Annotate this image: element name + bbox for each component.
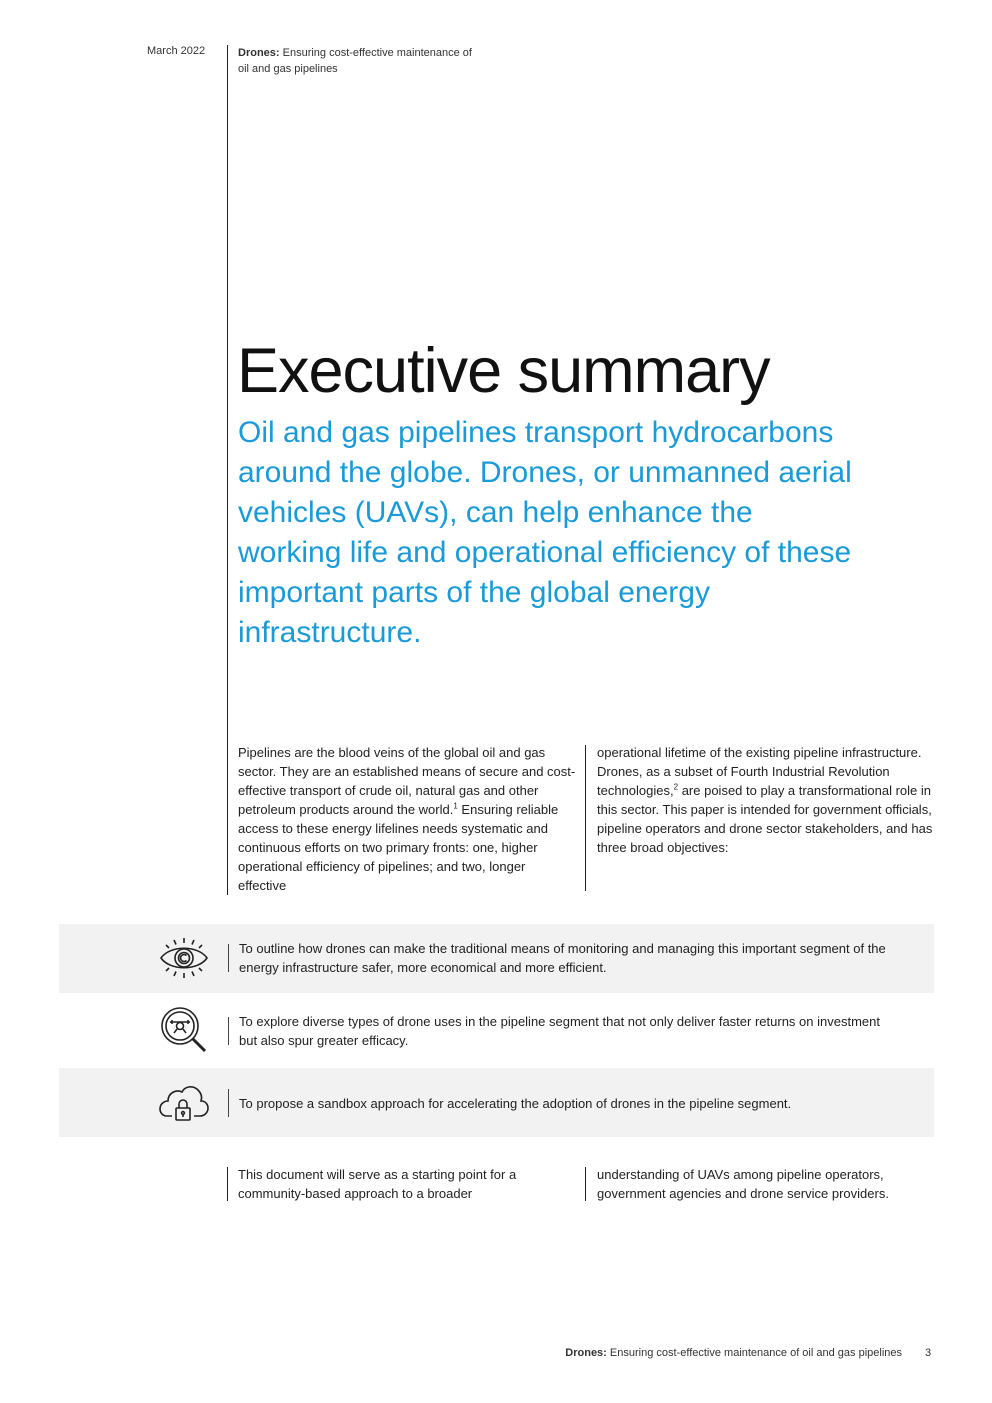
- objective-2-text: To explore diverse types of drone uses in the pipeline segment that not only deliver faster returns on investment but also spur greater efficacy.: [239, 1014, 880, 1048]
- footer-title-rest: Ensuring cost-effective maintenance of oil and gas pipelines: [609, 1347, 902, 1359]
- column-divider: [585, 745, 586, 891]
- objective-3-rule: [228, 1089, 229, 1117]
- left-divider: [227, 45, 228, 895]
- cloud-lock-icon: [158, 1078, 210, 1130]
- intro-column-1: [238, 743, 576, 895]
- objective-3-text: To propose a sandbox approach for accelerating the adoption of drones in the pipeline segment.: [239, 1096, 792, 1111]
- header-title-rest: Ensuring cost-effective maintenance of oil and gas pipelines: [238, 47, 472, 75]
- footnote-ref-1: 1: [453, 801, 458, 811]
- magnifier-drone-icon: [158, 1004, 210, 1056]
- closing-left-divider: [227, 1167, 228, 1201]
- closing-column-1: This document will serve as a starting point for a community-based approach to a broader: [238, 1167, 517, 1201]
- footnote-ref-2: 2: [673, 782, 679, 792]
- lead-paragraph: Oil and gas pipelines transport hydrocarbons around the globe. Drones, or unmanned aerial vehicles (UAVs), can help enhance the working life and operational efficiency of these important parts of the global energy infrastructure.: [238, 416, 852, 649]
- objective-2-rule: [228, 1017, 229, 1045]
- intro-col2-text-a: operational lifetime of the existing pipeline infrastructure. Drones, as a subset of Fourth Industrial Revolution technologies,: [597, 745, 922, 798]
- header-title-bold: Drones:: [238, 47, 280, 59]
- page-number: 3: [925, 1347, 932, 1359]
- objective-1-rule: [228, 944, 229, 972]
- intro-col1-text-b: Ensuring reliable access to these energy lifelines needs systematic and continuous efforts on two primary fronts: one, higher operational efficiency of pipelines; and two, longer effective: [238, 802, 559, 893]
- page-title: Executive summary: [237, 336, 770, 406]
- eye-icon: [158, 932, 210, 984]
- closing-column-divider: [585, 1167, 586, 1201]
- footer-title-bold: Drones:: [565, 1347, 607, 1359]
- intro-col1-text-a: Pipelines are the blood veins of the global oil and gas sector. They are an established means of secure and cost-effective transport of crude oil, natural gas and other petroleum products around the world.: [238, 745, 576, 817]
- closing-column-2: understanding of UAVs among pipeline operators, government agencies and drone service providers.: [597, 1167, 889, 1201]
- objective-1-text: To outline how drones can make the traditional means of monitoring and managing this important segment of the energy infrastructure safer, more economical and more efficient.: [239, 941, 886, 975]
- intro-column-2: [597, 743, 937, 857]
- footer-title: [565, 1347, 902, 1359]
- header-title: [238, 45, 478, 77]
- intro-col2-text-b: are poised to play a transformational role in this sector. This paper is intended for government officials, pipeline operators and drone sector stakeholders, and has three broad objectives:: [597, 783, 933, 855]
- header-date: March 2022: [147, 45, 206, 57]
